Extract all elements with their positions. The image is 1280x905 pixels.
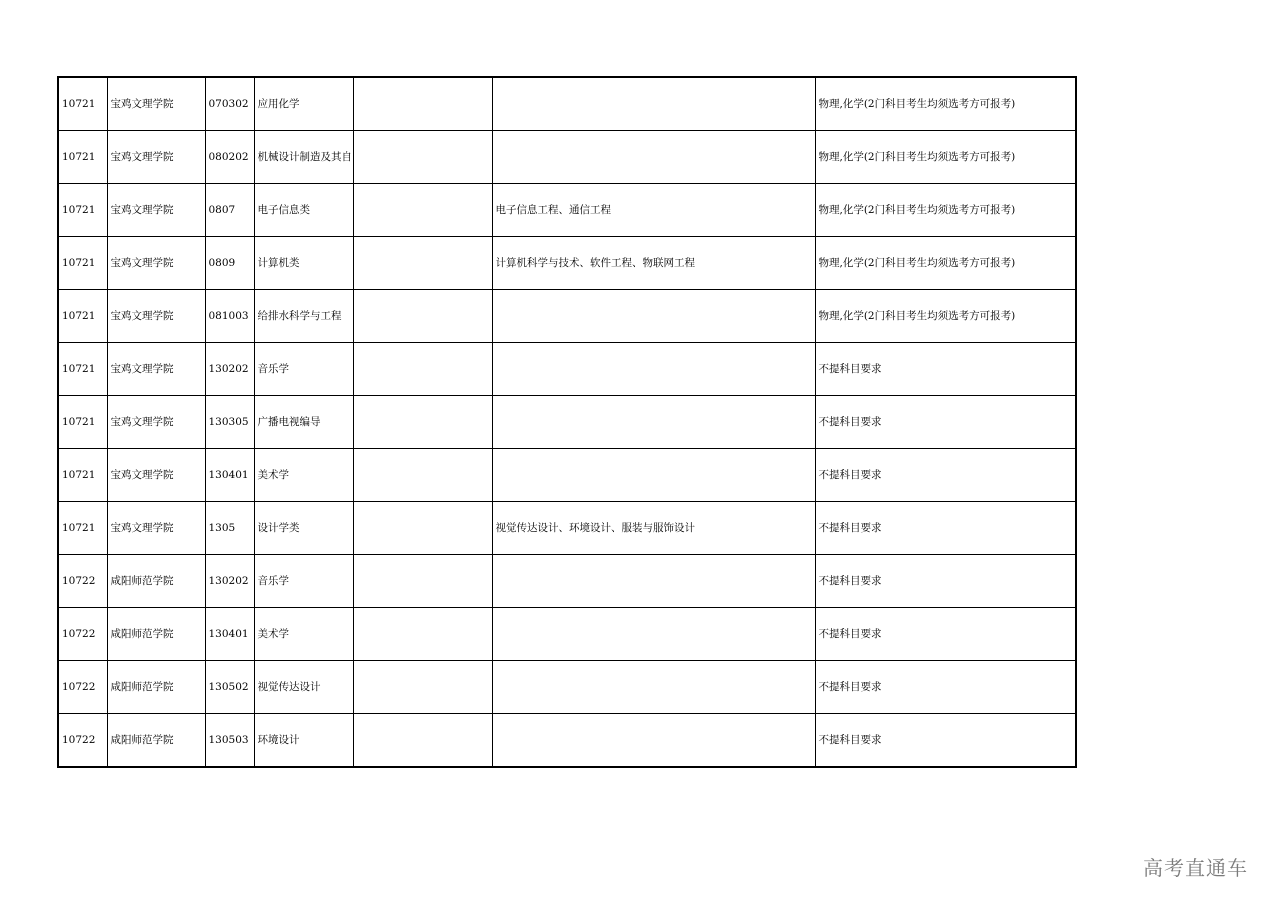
major-code-cell: 130401 <box>205 449 254 502</box>
included-majors-cell: 计算机科学与技术、软件工程、物联网工程 <box>492 237 815 290</box>
table-row <box>58 502 1076 555</box>
included-majors-cell <box>492 714 815 768</box>
school-name-cell: 宝鸡文理学院 <box>107 131 205 184</box>
subject-requirement-cell: 物理,化学(2门科目考生均须选考方可报考) <box>815 290 1076 343</box>
school-code-cell: 10722 <box>58 555 107 608</box>
major-code-cell: 070302 <box>205 77 254 131</box>
table-body <box>58 77 1076 767</box>
major-code-cell: 1305 <box>205 502 254 555</box>
school-name-cell: 咸阳师范学院 <box>107 555 205 608</box>
school-code-cell: 10721 <box>58 237 107 290</box>
subject-requirement-cell: 不提科目要求 <box>815 396 1076 449</box>
included-majors-cell <box>492 131 815 184</box>
table-row <box>58 449 1076 502</box>
table-row <box>58 131 1076 184</box>
note-cell <box>353 396 492 449</box>
note-cell <box>353 290 492 343</box>
major-code-cell: 0807 <box>205 184 254 237</box>
major-name-cell: 美术学 <box>254 608 353 661</box>
subject-requirement-cell: 不提科目要求 <box>815 661 1076 714</box>
school-name-cell: 宝鸡文理学院 <box>107 449 205 502</box>
included-majors-cell <box>492 661 815 714</box>
major-name-cell: 视觉传达设计 <box>254 661 353 714</box>
major-code-cell: 081003 <box>205 290 254 343</box>
included-majors-cell <box>492 608 815 661</box>
school-code-cell: 10722 <box>58 608 107 661</box>
school-code-cell: 10721 <box>58 184 107 237</box>
subject-requirement-cell: 不提科目要求 <box>815 449 1076 502</box>
note-cell <box>353 502 492 555</box>
note-cell <box>353 661 492 714</box>
major-code-cell: 130305 <box>205 396 254 449</box>
included-majors-cell <box>492 290 815 343</box>
included-majors-cell <box>492 396 815 449</box>
major-name-cell: 音乐学 <box>254 555 353 608</box>
subject-requirement-cell: 不提科目要求 <box>815 343 1076 396</box>
major-name-cell: 电子信息类 <box>254 184 353 237</box>
school-name-cell: 咸阳师范学院 <box>107 608 205 661</box>
table-row <box>58 184 1076 237</box>
school-name-cell: 宝鸡文理学院 <box>107 290 205 343</box>
included-majors-cell: 电子信息工程、通信工程 <box>492 184 815 237</box>
major-name-cell: 应用化学 <box>254 77 353 131</box>
subject-requirement-cell: 物理,化学(2门科目考生均须选考方可报考) <box>815 131 1076 184</box>
included-majors-cell: 视觉传达设计、环境设计、服装与服饰设计 <box>492 502 815 555</box>
school-name-cell: 宝鸡文理学院 <box>107 77 205 131</box>
note-cell <box>353 131 492 184</box>
subject-requirement-cell: 物理,化学(2门科目考生均须选考方可报考) <box>815 77 1076 131</box>
note-cell <box>353 184 492 237</box>
school-name-cell: 宝鸡文理学院 <box>107 237 205 290</box>
subject-requirement-cell: 物理,化学(2门科目考生均须选考方可报考) <box>815 184 1076 237</box>
major-code-cell: 130503 <box>205 714 254 768</box>
school-code-cell: 10722 <box>58 714 107 768</box>
included-majors-cell <box>492 343 815 396</box>
subject-requirements-table <box>57 76 1077 768</box>
included-majors-cell <box>492 77 815 131</box>
major-name-cell: 音乐学 <box>254 343 353 396</box>
table-row <box>58 608 1076 661</box>
subject-requirement-cell: 不提科目要求 <box>815 608 1076 661</box>
school-name-cell: 咸阳师范学院 <box>107 714 205 768</box>
major-name-cell: 环境设计 <box>254 714 353 768</box>
school-name-cell: 宝鸡文理学院 <box>107 502 205 555</box>
major-code-cell: 0809 <box>205 237 254 290</box>
major-name-cell: 给排水科学与工程 <box>254 290 353 343</box>
school-code-cell: 10721 <box>58 290 107 343</box>
school-code-cell: 10721 <box>58 502 107 555</box>
note-cell <box>353 343 492 396</box>
watermark-text: 高考直通车 <box>1143 856 1248 880</box>
table-row <box>58 343 1076 396</box>
major-name-cell: 计算机类 <box>254 237 353 290</box>
table-row <box>58 396 1076 449</box>
school-code-cell: 10722 <box>58 661 107 714</box>
included-majors-cell <box>492 555 815 608</box>
school-code-cell: 10721 <box>58 343 107 396</box>
major-code-cell: 130202 <box>205 555 254 608</box>
note-cell <box>353 237 492 290</box>
school-code-cell: 10721 <box>58 77 107 131</box>
note-cell <box>353 608 492 661</box>
table-row <box>58 661 1076 714</box>
subject-requirement-cell: 不提科目要求 <box>815 714 1076 768</box>
note-cell <box>353 555 492 608</box>
school-name-cell: 宝鸡文理学院 <box>107 343 205 396</box>
major-name-cell: 机械设计制造及其自 <box>254 131 353 184</box>
table-row <box>58 555 1076 608</box>
school-code-cell: 10721 <box>58 396 107 449</box>
subject-requirement-cell: 物理,化学(2门科目考生均须选考方可报考) <box>815 237 1076 290</box>
note-cell <box>353 77 492 131</box>
table-row <box>58 714 1076 768</box>
major-code-cell: 130202 <box>205 343 254 396</box>
table-row <box>58 237 1076 290</box>
school-code-cell: 10721 <box>58 131 107 184</box>
school-name-cell: 宝鸡文理学院 <box>107 184 205 237</box>
major-name-cell: 设计学类 <box>254 502 353 555</box>
note-cell <box>353 449 492 502</box>
subject-requirement-cell: 不提科目要求 <box>815 502 1076 555</box>
school-code-cell: 10721 <box>58 449 107 502</box>
table-row <box>58 290 1076 343</box>
major-name-cell: 美术学 <box>254 449 353 502</box>
note-cell <box>353 714 492 768</box>
school-name-cell: 宝鸡文理学院 <box>107 396 205 449</box>
table-row <box>58 77 1076 131</box>
major-name-cell: 广播电视编导 <box>254 396 353 449</box>
major-code-cell: 080202 <box>205 131 254 184</box>
major-code-cell: 130401 <box>205 608 254 661</box>
school-name-cell: 咸阳师范学院 <box>107 661 205 714</box>
subject-requirement-cell: 不提科目要求 <box>815 555 1076 608</box>
major-code-cell: 130502 <box>205 661 254 714</box>
included-majors-cell <box>492 449 815 502</box>
